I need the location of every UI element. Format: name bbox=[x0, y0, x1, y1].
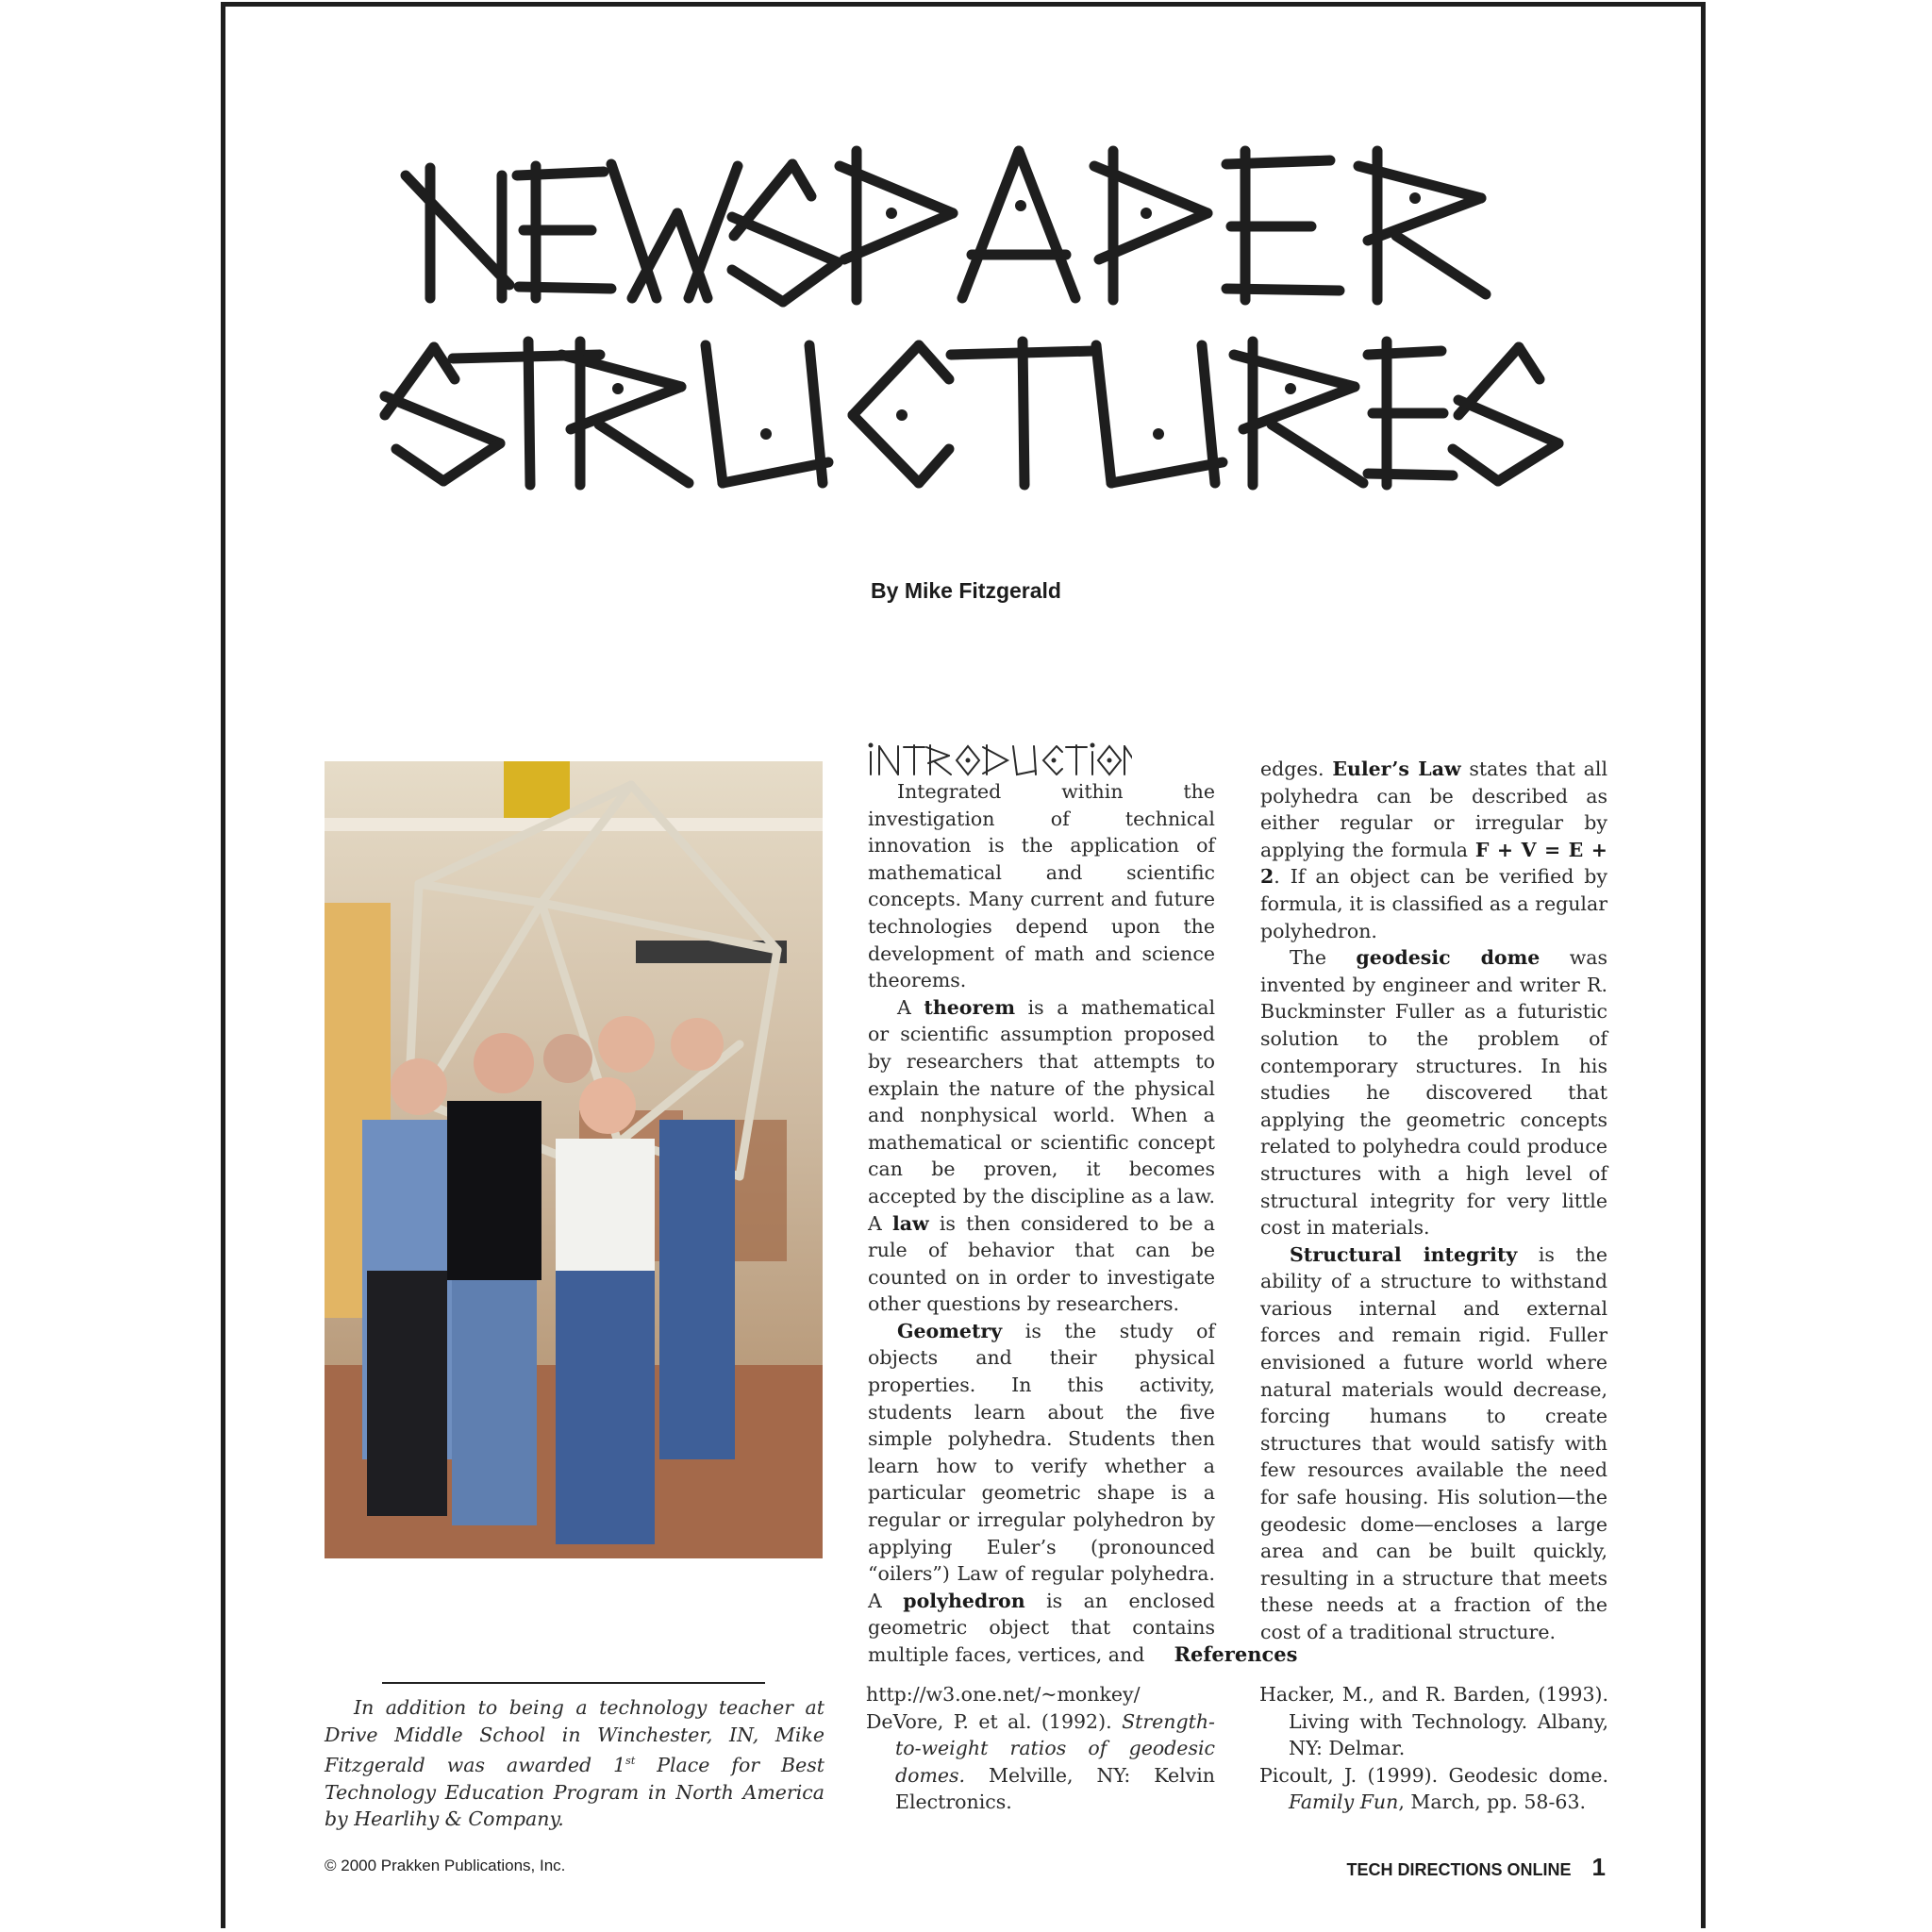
references-column-1 bbox=[866, 1681, 1215, 1816]
introduction-stick-heading bbox=[868, 742, 1132, 776]
reference-entry: http://w3.one.net/~monkey/ bbox=[866, 1683, 1141, 1706]
page-number: 1 bbox=[1591, 1853, 1606, 1881]
author-bio bbox=[325, 1694, 824, 1833]
publication-name: TECH DIRECTIONS ONLINE bbox=[1346, 1860, 1572, 1879]
article-paragraph: edges. Euler’s Law states that all polyhedra can be described as either regular or irregular by applying the formula F + V = E + 2. If an object can be verified by formula, it is classified as a regular polyhedron. bbox=[1260, 758, 1608, 942]
article-paragraph: Structural integrity is the ability of a structure to withstand various internal and external forces and remain rigid. Fuller envisioned a future world where natural materials would decrease, forcing humans to create structures that would satisfy with few resources available the need for safe housing. His solution—the geodesic dome—encloses a large area and can be built quickly, resulting in a structure that meets these needs at a fraction of the cost of a traditional structure. bbox=[1260, 1242, 1607, 1643]
article-title bbox=[377, 132, 1566, 509]
bio-divider bbox=[382, 1682, 765, 1684]
article-paragraph: Geometry is the study of objects and their physical properties. In this activity, students learn about the five simple polyhedra. Students then learn how to verify whether a particular geometric shape is a regular or irregular polyhedron by applying Euler’s (pronounced “oilers”) Law of regular polyhedra. A polyhedron is an enclosed geometric object that contains multiple faces, vertices, and bbox=[868, 1319, 1215, 1666]
article-photo bbox=[325, 761, 823, 1558]
stick-letter-title-art bbox=[377, 132, 1566, 509]
references-column-2 bbox=[1259, 1681, 1608, 1816]
article-column-2 bbox=[1260, 756, 1607, 1646]
students-geodesic-photo bbox=[325, 761, 823, 1558]
bio-text-end: Place for Best Technology Education Program in North America by Hearlihy & Company. bbox=[325, 1754, 825, 1831]
bio-text-start: In addition to being a technology teacher at Drive Middle School in Winchester, IN, Mike Fitzgerald was awarded 1 bbox=[325, 1696, 824, 1777]
article-body-column-2 bbox=[1260, 756, 1607, 1646]
reference-entry: DeVore, P. et al. (1992). Strength-to-weight ratios of geodesic domes. Melville, NY: Kelvin Electronics. bbox=[866, 1709, 1215, 1814]
article-paragraph: The geodesic dome was invented by engineer and writer R. Buckminster Fuller as a futuristic solution to the problem of contemporary structures. In his studies he discovered that applying the geometric concepts related to polyhedra could produce structures with a high level of structural integrity for very little cost in materials. bbox=[1260, 946, 1607, 1240]
reference-entry: Hacker, M., and R. Barden, (1993). Living with Technology. Albany, NY: Delmar. bbox=[1259, 1683, 1608, 1760]
bio-superscript: st bbox=[625, 1755, 636, 1768]
references-heading: References bbox=[1174, 1642, 1298, 1666]
publication-footer bbox=[1347, 1853, 1606, 1882]
byline: By Mike Fitzgerald bbox=[871, 578, 1061, 603]
copyright-notice: © 2000 Prakken Publications, Inc. bbox=[325, 1857, 566, 1874]
article-column-1 bbox=[868, 742, 1215, 1669]
reference-entry: Picoult, J. (1999). Geodesic dome. Family Fun, March, pp. 58-63. bbox=[1259, 1763, 1608, 1814]
article-body-column-1 bbox=[868, 778, 1215, 1669]
article-paragraph: Integrated within the investigation of technical innovation is the application of mathematical and scientific concepts. Many current and future technologies depend upon the development of math and science theorems. bbox=[868, 780, 1215, 992]
article-paragraph: A theorem is a mathematical or scientific assumption proposed by researchers that attempts to explain the nature of the physical and nonphysical world. When a mathematical or scientific concept can be proven, it becomes accepted by the discipline as a law. A law is then considered to be a rule of behavior that can be counted on in order to investigate other questions by researchers. bbox=[868, 995, 1215, 1316]
section-heading-introduction bbox=[868, 742, 1215, 780]
